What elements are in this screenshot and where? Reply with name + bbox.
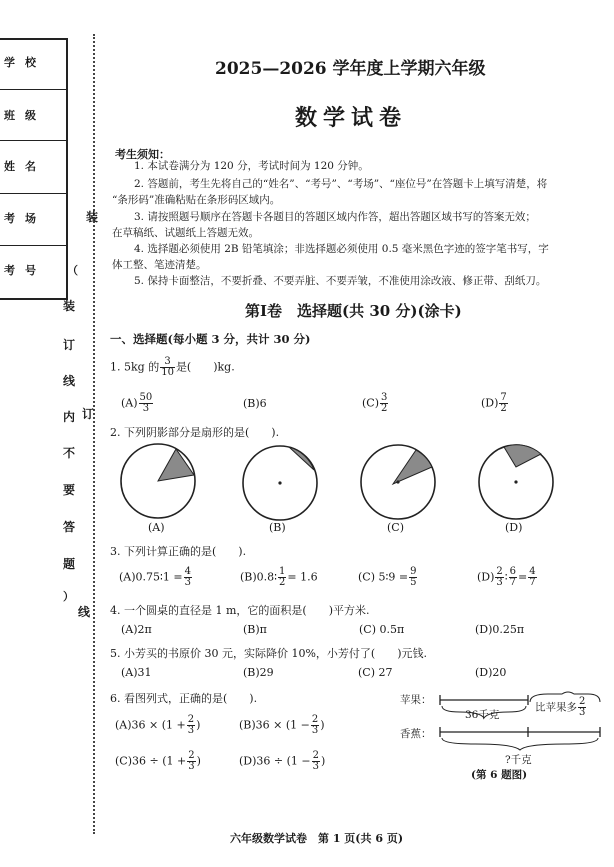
school-label: 学校 [4,56,46,69]
q4-option-d[interactable]: (D)0.25π [475,623,525,636]
student-info-box [0,38,68,300]
q6-option-d[interactable]: (D)36 ÷ (1 − $\frac{2}{3}$ ) [239,750,326,772]
q2-circle-a[interactable] [121,444,195,518]
question-5: 5. 小芳买的书原价 30 元，实际降价 10%，小芳付了( )元钱. [110,647,428,660]
info-divider [0,89,66,90]
notice-line: 2. 答题前，考生先将自己的“姓名”、“考号”、“考场”、“座位号”在答题卡上填写清楚，将 [134,178,548,190]
section-title: 第Ⅰ卷 选择题(共 30 分)(涂卡) [245,302,462,320]
q6-option-a[interactable]: (A)36 × (1 + $\frac{2}{3}$ ) [115,714,201,736]
q2-option-b[interactable]: (B) [269,521,286,534]
q1-option-b[interactable]: (B)6 [243,397,267,410]
diagram-banana-label: 香蕉： [400,728,432,740]
binding-dotted-line [93,34,95,834]
question-4: 4. 一个圆桌的直径是 1 m，它的面积是( )平方米. [110,604,370,617]
binding-char: 题 [63,557,76,571]
q4-option-b[interactable]: (B)π [243,623,267,636]
binding-char: 不 [63,446,76,460]
page-title: 2025—2026 学年度上学期六年级 [215,59,486,79]
binding-char: 装 [63,299,76,313]
binding-word: 线 [78,605,91,619]
question-3: 3. 下列计算正确的是( ). [110,545,247,558]
q2-circle-c[interactable] [361,445,435,519]
notice-heading: 考生须知： [115,148,170,161]
binding-char: 线 [63,374,76,388]
q2-sector-figures [114,442,554,522]
info-divider [0,193,66,194]
binding-char: 答 [63,520,76,534]
binding-word: 订 [82,407,95,421]
q1-option-c[interactable]: (C) $\frac{3}{2}$ [362,392,388,414]
binding-char: 内 [63,410,76,424]
q3-option-d[interactable]: (D) $\frac{2}{3}$ ∶ $\frac{6}{7}$ = $\frac{4}{7}$ [477,566,536,588]
question-6: 6. 看图列式，正确的是( ). [110,692,258,705]
q6-option-b[interactable]: (B)36 × (1 − $\frac{2}{3}$ ) [239,714,325,736]
class-label: 班级 [4,109,46,122]
diagram-caption: (第 6 题图) [471,769,528,781]
q3-option-c[interactable]: (C) 5∶9 = $\frac{9}{5}$ [358,566,417,588]
notice-line: 5. 保持卡面整洁，不要折叠、不要弄脏、不要弄皱，不准使用涂改液、修正带、刮纸刀。 [134,275,547,287]
notice-line: 在草稿纸、试题纸上答题无效。 [112,227,259,239]
paren-close: ） [63,590,74,603]
q2-circle-d[interactable] [479,445,553,519]
q4-option-a[interactable]: (A)2π [121,623,152,636]
q3-option-a[interactable]: (A)0.75∶1 = $\frac{4}{3}$ [119,566,191,588]
subject-title: 数学试卷 [295,105,408,131]
q6-option-c[interactable]: (C)36 ÷ (1 + $\frac{2}{3}$ ) [115,750,201,772]
q5-option-a[interactable]: (A)31 [121,666,152,679]
binding-char: 订 [63,338,76,352]
exam-number-label: 考号 [4,264,46,277]
q3-option-b[interactable]: (B)0.8∶ $\frac{1}{2}$ = 1.6 [240,566,318,588]
exam-room-label: 考场 [4,212,46,225]
q2-option-c[interactable]: (C) [387,521,404,534]
notice-line: 体工整、笔迹清楚。 [112,259,207,271]
notice-line: 4. 选择题必须使用 2B 铅笔填涂；非选择题必须使用 0.5 毫米黑色字迹的签字笔书写，字 [134,243,549,255]
q1-option-d[interactable]: (D) $\frac{7}{2}$ [481,392,507,414]
binding-char: 要 [63,483,76,497]
q5-option-d[interactable]: (D)20 [475,666,507,679]
notice-line: 3. 请按照题号顺序在答题卡各题目的答题区域内作答，超出答题区域书写的答案无效； [134,211,536,223]
diagram-more-label: 比苹果多 $\frac{2}{3}$ [535,696,586,718]
question-2: 2. 下列阴影部分是扇形的是( ). [110,426,280,439]
paren-open: （ [67,264,78,277]
q2-option-d[interactable]: (D) [505,521,523,534]
q2-circle-b[interactable] [243,446,317,520]
notice-line: 1. 本试卷满分为 120 分，考试时间为 120 分钟。 [134,160,369,172]
part-heading: 一、选择题(每小题 3 分，共计 30 分) [110,332,311,346]
info-divider [0,140,66,141]
q4-option-c[interactable]: (C) 0.5π [359,623,405,636]
q5-option-c[interactable]: (C) 27 [358,666,393,679]
q5-option-b[interactable]: (B)29 [243,666,274,679]
diagram-quantity-label: 36千克 [465,709,500,721]
notice-line: “条形码”准确粘贴在条形码区域内。 [112,194,281,206]
binding-word: 装 [86,210,99,224]
info-divider [0,245,66,246]
diagram-unknown-label: ?千克 [505,754,532,766]
page-footer: 六年级数学试卷 第 1 页(共 6 页) [230,832,404,845]
q2-option-a[interactable]: (A) [148,521,165,534]
name-label: 姓名 [4,160,46,173]
diagram-apple-label: 苹果： [400,694,432,706]
question-1: 1. 5kg 的 $\frac{3}{10}$ 是( )kg. [110,356,235,378]
q1-option-a[interactable]: (A) $\frac{50}{3}$ [121,392,153,414]
